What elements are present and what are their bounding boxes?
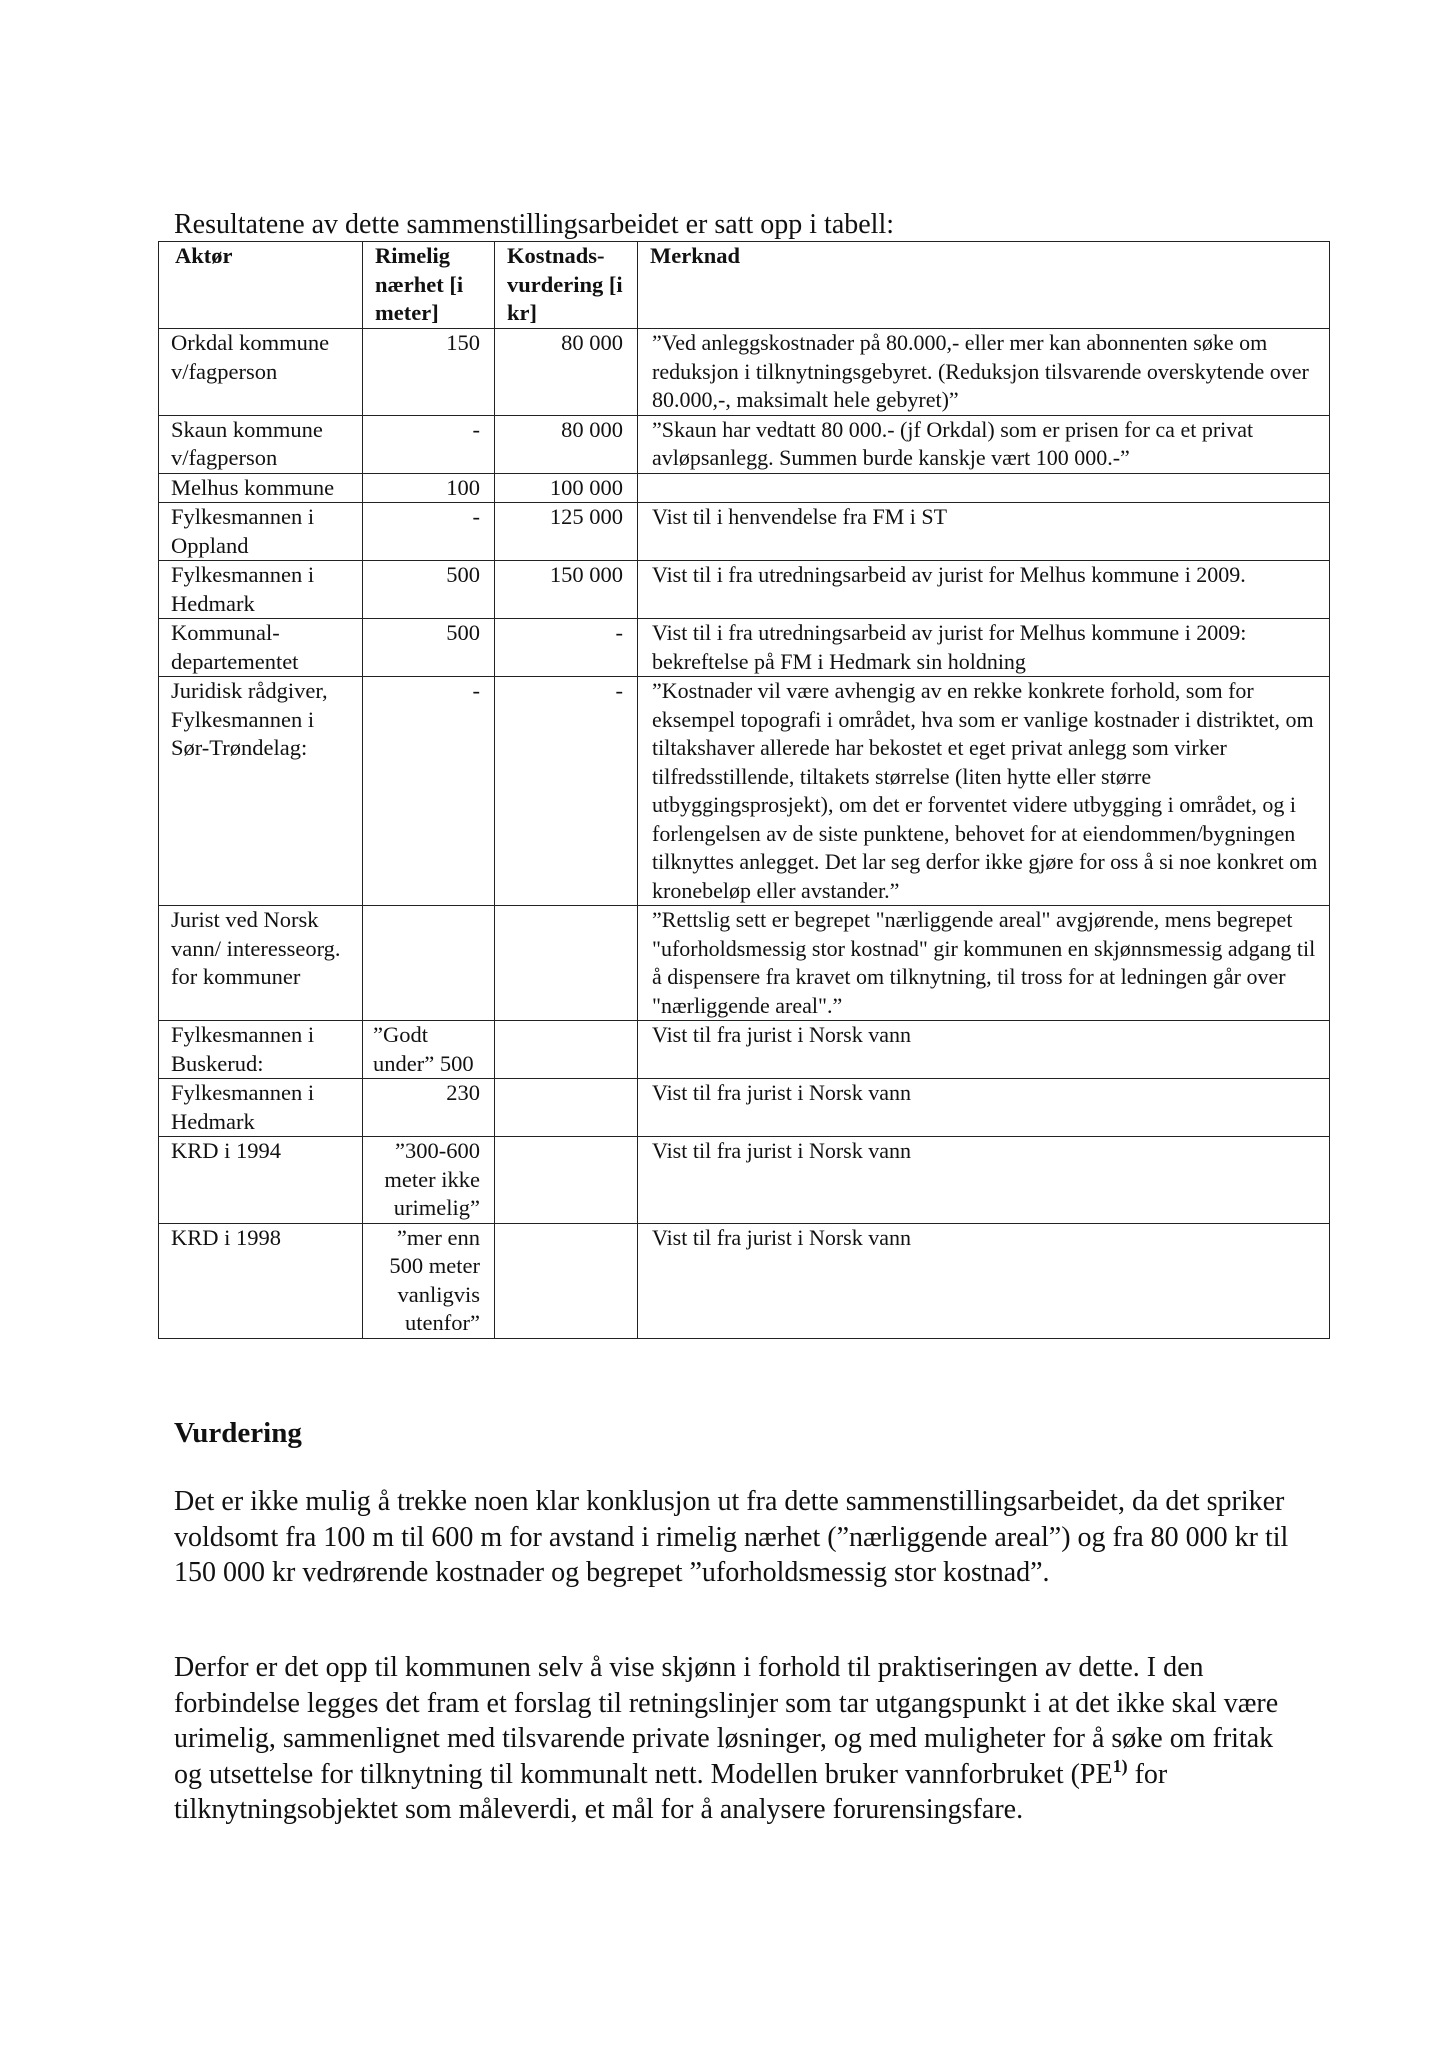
- cell-cost: -: [495, 619, 638, 677]
- cell-note: ”Kostnader vil være avhengig av en rekke konkrete forhold, som for eksempel topografi i området, hva som er vanlige kostnader i distriktet, om tiltakshaver allerede har bekostet et eget privat anlegg som virker tilfredsstillende, tiltakets størrelse (liten hytte eller større utbyggingsprosjekt), om det er forventet videre utbygging i området, og i forlengelsen av de siste punktene, behovet for at eiendommen/bygningen tilknyttes anlegget. Det lar seg derfor ikke gjøre for oss å si noe konkret om kronebeløp eller avstander.”: [638, 677, 1330, 906]
- cell-cost: 150 000: [495, 561, 638, 619]
- table-row: [159, 1021, 1330, 1079]
- section-title: Vurdering: [174, 1417, 302, 1449]
- cell-cost: 125 000: [495, 503, 638, 561]
- cell-note: Vist til fra jurist i Norsk vann: [638, 1137, 1330, 1224]
- footnote-marker: 1): [1112, 1755, 1128, 1776]
- cell-distance: ”mer enn 500 meter vanligvis utenfor”: [363, 1223, 495, 1338]
- results-table: [158, 241, 1330, 1339]
- cell-actor: Skaun kommune v/fagperson: [159, 415, 363, 473]
- cell-note: ”Skaun har vedtatt 80 000.- (jf Orkdal) som er prisen for ca et privat avløpsanlegg. Summen burde kanskje vært 100 000.-”: [638, 415, 1330, 473]
- cell-distance: -: [363, 415, 495, 473]
- cell-cost: [495, 1137, 638, 1224]
- cell-actor: Jurist ved Norsk vann/ interesseorg. for kommuner: [159, 906, 363, 1021]
- table-row: [159, 561, 1330, 619]
- cell-note: ”Rettslig sett er begrepet "nærliggende areal" avgjørende, mens begrepet "uforholdsmessig stor kostnad" gir kommunen en skjønnsmessig adgang til å dispensere fra kravet om tilknytning, til tross for at ledningen går over "nærliggende areal".”: [638, 906, 1330, 1021]
- cell-actor: Fylkesmannen i Hedmark: [159, 561, 363, 619]
- header-note: Merknad: [638, 242, 1330, 329]
- cell-distance: 230: [363, 1079, 495, 1137]
- cell-note: [638, 473, 1330, 503]
- header-cost: Kostnads-vurdering [i kr]: [495, 242, 638, 329]
- header-distance: Rimelig nærhet [i meter]: [363, 242, 495, 329]
- cell-actor: KRD i 1994: [159, 1137, 363, 1224]
- assessment-paragraph-1: Det er ikke mulig å trekke noen klar konklusjon ut fra dette sammenstillingsarbeidet, da det spriker voldsomt fra 100 m til 600 m for avstand i rimelig nærhet (”nærliggende areal”) og fra 80 000 kr til 150 000 kr vedrørende kostnader og begrepet ”uforholdsmessig stor kostnad”.: [174, 1486, 1289, 1588]
- paragraph-2-text-start: Derfor er det opp til kommunen selv å vise skjønn i forhold til praktiseringen av dette. I den forbindelse legges det fram et forslag til retningslinjer som tar utgangspunkt i at det ikke skal være urimelig, sammenlignet med tilsvarende private løsninger, og med muligheter for å søke om fritak og utsettelse for tilknytning til kommunalt nett. Modellen bruker vannforbruket (PE: [174, 1652, 1279, 1790]
- cell-actor: Fylkesmannen i Hedmark: [159, 1079, 363, 1137]
- cell-cost: -: [495, 677, 638, 906]
- cell-note: Vist til fra jurist i Norsk vann: [638, 1223, 1330, 1338]
- cell-actor: KRD i 1998: [159, 1223, 363, 1338]
- cell-distance: 500: [363, 619, 495, 677]
- table-row: [159, 1079, 1330, 1137]
- table-row: [159, 329, 1330, 416]
- cell-distance: 100: [363, 473, 495, 503]
- table-row: [159, 415, 1330, 473]
- table-row: [159, 503, 1330, 561]
- cell-note: Vist til fra jurist i Norsk vann: [638, 1021, 1330, 1079]
- cell-distance: [363, 906, 495, 1021]
- cell-cost: [495, 1079, 638, 1137]
- table-row: [159, 677, 1330, 906]
- cell-cost: [495, 1223, 638, 1338]
- cell-cost: 100 000: [495, 473, 638, 503]
- cell-distance: -: [363, 677, 495, 906]
- cell-distance: 500: [363, 561, 495, 619]
- cell-distance: 150: [363, 329, 495, 416]
- cell-actor: Fylkesmannen i Buskerud:: [159, 1021, 363, 1079]
- cell-actor: Melhus kommune: [159, 473, 363, 503]
- cell-note: Vist til i henvendelse fra FM i ST: [638, 503, 1330, 561]
- table-row: [159, 906, 1330, 1021]
- cell-cost: [495, 906, 638, 1021]
- cell-note: Vist til i fra utredningsarbeid av jurist for Melhus kommune i 2009: bekreftelse på FM i Hedmark sin holdning: [638, 619, 1330, 677]
- cell-distance: -: [363, 503, 495, 561]
- table-row: [159, 473, 1330, 503]
- cell-actor: Juridisk rådgiver, Fylkesmannen i Sør-Trøndelag:: [159, 677, 363, 906]
- table-row: [159, 1137, 1330, 1224]
- paragraph-2-text-end: for tilknytningsobjektet som måleverdi, et mål for å analysere forurensingsfare.: [174, 1758, 1168, 1825]
- cell-note: ”Ved anleggskostnader på 80.000,- eller mer kan abonnenten søke om reduksjon i tilknytningsgebyret. (Reduksjon tilsvarende overskytende over 80.000,-, maksimalt hele gebyret)”: [638, 329, 1330, 416]
- table-intro: Resultatene av dette sammenstillingsarbeidet er satt opp i tabell:: [174, 209, 895, 240]
- cell-distance: ”Godt under” 500: [363, 1021, 495, 1079]
- cell-distance: ”300-600 meter ikke urimelig”: [363, 1137, 495, 1224]
- cell-note: Vist til fra jurist i Norsk vann: [638, 1079, 1330, 1137]
- cell-actor: Fylkesmannen i Oppland: [159, 503, 363, 561]
- table-row: [159, 1223, 1330, 1338]
- cell-cost: 80 000: [495, 415, 638, 473]
- cell-actor: Kommunal-departementet: [159, 619, 363, 677]
- table-row: [159, 619, 1330, 677]
- header-actor: Aktør: [159, 242, 363, 329]
- assessment-paragraph-2: [174, 1650, 1294, 1828]
- cell-actor: Orkdal kommune v/fagperson: [159, 329, 363, 416]
- table-header-row: [159, 242, 1330, 329]
- cell-cost: [495, 1021, 638, 1079]
- cell-note: Vist til i fra utredningsarbeid av jurist for Melhus kommune i 2009.: [638, 561, 1330, 619]
- cell-cost: 80 000: [495, 329, 638, 416]
